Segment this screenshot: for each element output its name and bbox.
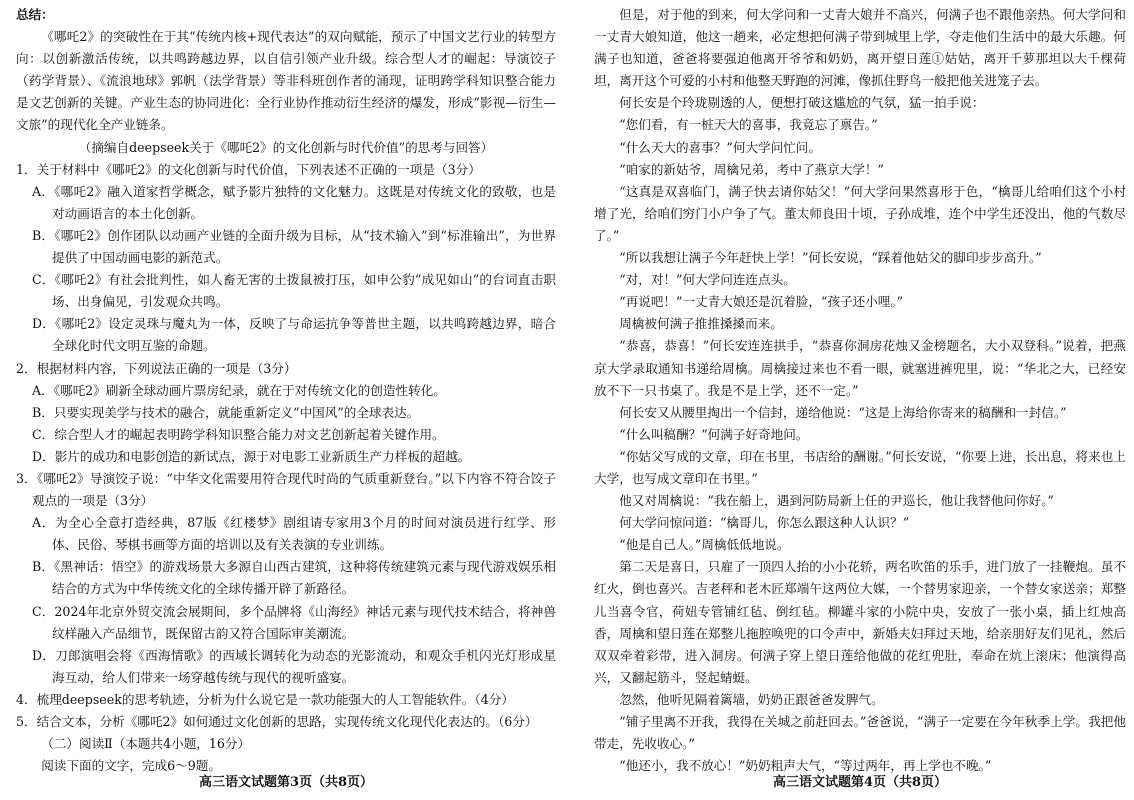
- right-page: [594, 4, 1126, 774]
- story-paragraph: “你姑父写成的文章，印在书里，书店给的酬谢。”何长安说，“你要上进，长出息，将来也上大学，也写成文章印在书里。”: [594, 448, 1126, 486]
- question-2-option-d: D．影片的成功和电影创造的新试点，源于对电影工业新质生产力样板的超越。: [32, 448, 471, 464]
- question-3-option-d: D．刀郎演唱会将《西海情歌》的西域长调转化为动态的光影流动，和观众手机闪光灯形成星海互动，给人们带来一场穿越传统与现代的视听盛宴。: [32, 647, 556, 685]
- question-3-option-b: B．《黑神话：悟空》的游戏场景大多源自山西古建筑，这种将传统建筑元素与现代游戏娱乐相结合的方式为中华传统文化的全球传播开辟了新路径。: [32, 559, 556, 597]
- left-page: [16, 4, 556, 774]
- story-paragraph: “恭喜，恭喜！”何长安连连拱手，“恭喜你洞房花烛又金榜题名，大小双登科。”说着，把燕京大学录取通知书递给周檎。周檎接过来也不看一眼，就塞进裤兜里，说：“华北之大，已经安放不下一只书桌了。我是不是上学，还不一定。”: [594, 338, 1126, 398]
- question-1-option-d: D．《哪吒2》设定灵珠与魔丸为一体，反映了与命运抗争等普世主题，以共鸣跨越边界，暗合全球化时代文明互鉴的命题。: [32, 316, 556, 354]
- question-1: 1．关于材料中《哪吒2》的文化创新与时代价值，下列表述不正确的一项是（3分）: [16, 161, 481, 177]
- story-paragraph: “您们看，有一桩天大的喜事，我竟忘了禀告。”: [619, 117, 878, 133]
- question-2: 2．根据材料内容，下列说法正确的一项是（3分）: [16, 360, 297, 376]
- question-1-option-c: C．《哪吒2》有社会批判性，如人畜无害的土拨鼠被打压，如申公豹“成见如山”的台词直击职场、出身偏见，引发观众共鸣。: [32, 272, 556, 310]
- story-paragraph: “什么叫稿酬？”何满子好奇地问。: [619, 426, 809, 442]
- question-2-option-a: A．《哪吒2》刷新全球动画片票房纪录，就在于对传统文化的创造性转化。: [32, 382, 446, 398]
- question-3-option-a: A．为全心全意打造经典，87版《红楼梦》剧组请专家用3个月的时间对演员进行红学、形体、民俗、琴棋书画等方面的培训以及有关表演的专业训练。: [32, 515, 556, 553]
- page-footer-right: 高三语文试题第4页（共8页）: [772, 775, 948, 790]
- story-paragraph: 但是，对于他的到来，何大学问和一丈青大娘并不高兴，何满子也不跟他亲热。何大学问和一丈青大娘知道，他这一趟来，必定想把何满子带到城里上学，夺走他们生活中的最大乐趣。何满子也知道，爸爸将要强迫他离开爷爷和奶奶，离开望日莲①姑姑，离开千萝那坦以大千棵荷坦，离开这个可爱的小村和他整天野跑的河滩，像抓住野鸟一般把他关进笼子去。: [594, 7, 1126, 89]
- question-2-option-b: B．只要实现美学与技术的融合，就能重新定义“中国风”的全球表达。: [32, 404, 420, 420]
- story-paragraph: “咱家的新姑爷，周檎兄弟，考中了燕京大学！”: [619, 161, 884, 177]
- story-paragraph: 周檎被何满子推推搡搡而来。: [619, 316, 783, 332]
- story-paragraph: 忽然，他听见隔着篱墙，奶奶正跟爸爸发脾气。: [619, 691, 884, 707]
- story-paragraph: “对，对！”何大学问连连点头。: [619, 272, 796, 288]
- question-4: 4．梳理deepseek的思考轨迹，分析为什么说它是一款功能强大的人工智能软件。（4分）: [16, 691, 514, 707]
- summary-label: 总结：: [16, 7, 54, 22]
- question-5: 5．结合文本，分析《哪吒2》如何通过文化创新的思路，实现传统文化现代化表达的。（6分）: [16, 714, 538, 729]
- story-paragraph: “再说吧！”一丈青大娘还是沉着脸，“孩子还小哩。”: [619, 294, 904, 310]
- story-paragraph: “铺子里离不开我，我得在关城之前赶回去。”爸爸说，“满子一定要在今年秋季上学。我把他带走，先收收心。”: [594, 714, 1126, 752]
- story-paragraph: 何长安又从腰里掏出一个信封，递给他说：“这是上海给你寄来的稿酬和一封信。”: [619, 404, 1067, 420]
- story-paragraph: “他是自己人。”周檎低低地说。: [619, 537, 790, 553]
- reading-instruction: 阅读下面的文字，完成6～9题。: [41, 758, 221, 774]
- section-heading: （二）阅读Ⅱ（本题共4小题，16分）: [41, 736, 251, 752]
- story-paragraph: “他还小，我不放心！”奶奶粗声大气，“等过两年，再上学也不晚。”: [619, 758, 992, 774]
- story-paragraph: “什么天大的喜事？”何大学问忙问。: [619, 139, 821, 155]
- source-note: （摘编自deepseek关于《哪吒2》的文化创新与时代价值”的思考与回答）: [78, 139, 494, 155]
- question-3-option-c: C．2024年北京外贸交流会展期间，多个品牌将《山海经》神话元素与现代技术结合，将神兽纹样融入产品细节，既保留古韵又符合国际审美潮流。: [32, 603, 556, 641]
- question-2-option-c: C．综合型人才的崛起表明跨学科知识整合能力对文艺创新起着关键作用。: [32, 426, 445, 442]
- summary-paragraph: 《哪吒2》的突破性在于其“传统内核+现代表达”的双向赋能，预示了中国文艺行业的转型方向：以创新激活传统，以共鸣跨越边界，以自信引领产业升级。综合型人才的崛起：导演饺子（药学背景）、《流浪地球》郭帆（法学背景）等非科班创作者的涌现，证明跨学科知识整合能力是文艺创新的关键。产业生态的协同进化：全行业协作推动衍生经济的爆发，形成“影视—衍生—文旅”的现代化全产业链条。: [16, 29, 556, 133]
- story-paragraph: 他又对周檎说：“我在船上，遇到河防局新上任的尹巡长，他让我替他问你好。”: [619, 493, 1054, 509]
- story-paragraph: 何大学问惊问道：“檎哥儿，你怎么跟这种人认识？”: [619, 515, 910, 531]
- story-paragraph: “这真是双喜临门，满子快去请你姑父！”何大学问果然喜形于色，“檎哥儿给咱们这个小村增了光，给咱们穷门小户争了气。董太师良田十顷，子孙成堆，连个中学生还没出，他的气数尽了。”: [594, 183, 1126, 243]
- story-paragraph: 何长安是个玲珑剔透的人，便想打破这尴尬的气氛，猛一拍手说：: [619, 95, 985, 111]
- question-3: 3．《哪吒2》导演饺子说：“中华文化需要用符合现代时尚的气质重新登台。”以下内容不符合饺子观点的一项是（3分）: [16, 470, 556, 509]
- page-footer-left: 高三语文试题第3页（共8页）: [198, 775, 374, 790]
- question-1-option-b: B．《哪吒2》创作团队以动画产业链的全面升级为目标，从“技术输入”到“标准输出”，为世界提供了中国动画电影的新范式。: [32, 227, 556, 266]
- story-paragraph: 第二天是喜日，只雇了一顶四人抬的小小花轿，两名吹笛的乐手，进门放了一挂鞭炮。虽不红火，倒也喜兴。吉老秤和老木匠郑端午这两位大媒，一个替男家迎亲，一个替女家送亲；郑整儿当喜令官，荷妞专管铺红毡、倒红毡。柳罐斗家的小院中央，安放了一张小桌，插上红烛高香，周檎和望日莲在郑整儿拖腔唤兜的口令声中，新婚夫妇拜过天地，给亲朋好友们见礼，然后双双牵着彩带，进入洞房。何满子穿上望日莲给他做的花红兜肚，奉命在炕上滚床；他演得高兴，又翻起筋斗，竖起蜻蜓。: [594, 559, 1126, 685]
- story-paragraph: “所以我想让满子今年赶快上学！”何长安说，“踩着他姑父的脚印步步高升。”: [619, 250, 1042, 266]
- question-1-option-a: A．《哪吒2》融入道家哲学概念，赋予影片独特的文化魅力。这既是对传统文化的致敬，也是对动画语言的本土化创新。: [32, 183, 556, 221]
